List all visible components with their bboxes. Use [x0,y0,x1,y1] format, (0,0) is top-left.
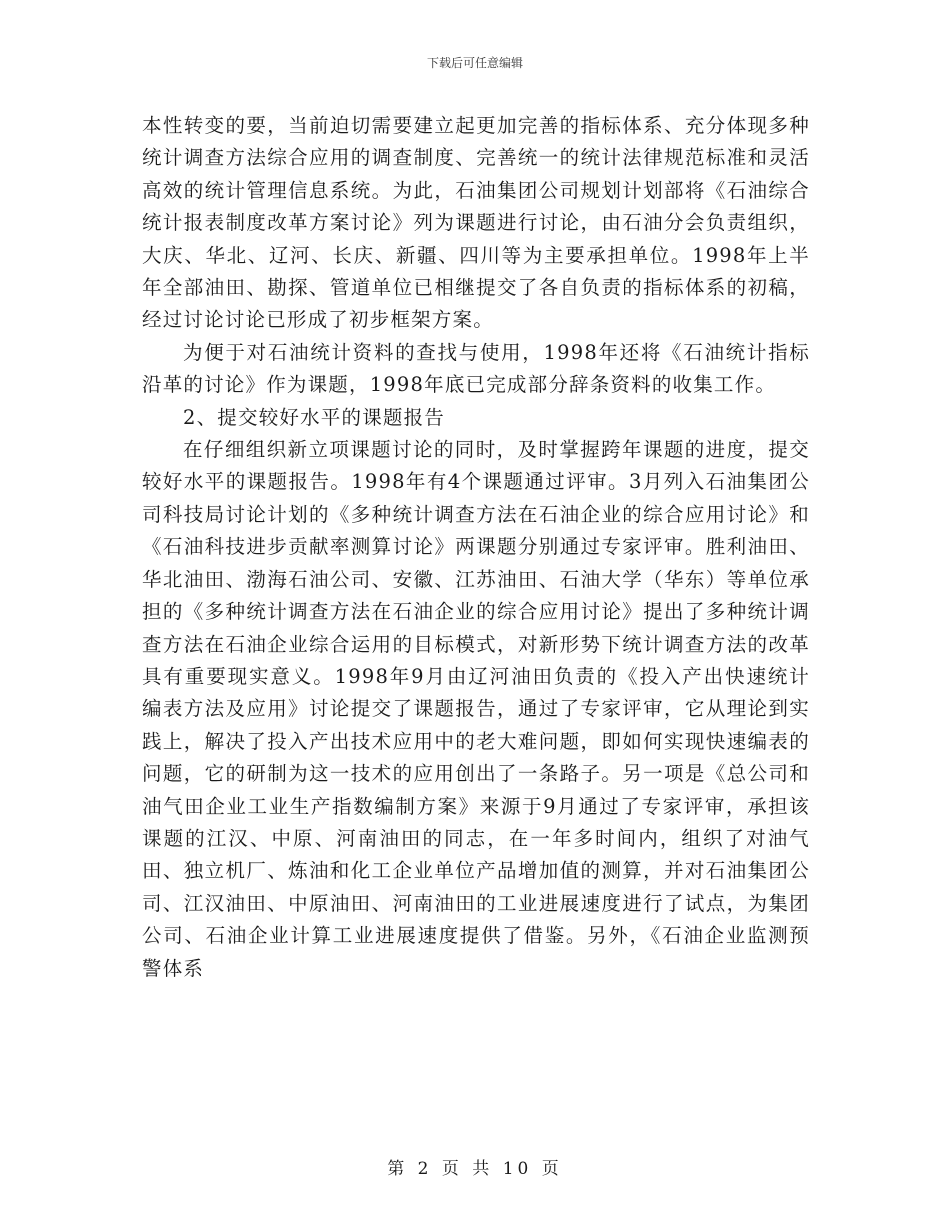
section-heading: 2、提交较好水平的课题报告 [183,405,446,429]
paragraph-research-reports: 在仔细组织新立项课题讨论的同时，及时掌握跨年课题的进度，提交较好水平的课题报告。1998年有4个课题通过评审。3月列入石油集团公司科技局讨论计划的《多种统计调查方法在石油企业的综合应用讨论》和《石油科技进步贡献率测算讨论》两课题分别通过专家评审。胜利油田、华北油田、渤海石油公司、安徽、江苏油田、石油大学（华东）等单位承担的《多种统计调查方法在石油企业的综合应用讨论》提出了多种统计调查方法在石油企业综合运用的目标模式，对新形势下统计调查方法的改革具有重要现实意义。1998年9月由辽河油田负责的《投入产出快速统计编表方法及应用》讨论提交了课题报告，通过了专家评审，它从理论到实践上，解决了投入产出技术应用中的老大难问题，即如何实现快速编表的问题，它的研制为这一技术的应用创出了一条路子。另一项是《总公司和油气田企业工业生产指数编制方案》来源于9月通过了专家评审，承担该课题的江汉、中原、河南油田的同志，在一年多时间内，组织了对油气田、独立机厂、炼油和化工企业单位产品增加值的测算，并对石油集团公司、江汉油田、中原油田、河南油田的工业进展速度进行了试点，为集团公司、石油企业计算工业进展速度提供了借鉴。另外，《石油企业监测预警体系 [142,438,810,980]
paragraph-continued: 本性转变的要，当前迫切需要建立起更加完善的指标体系、充分体现多种统计调查方法综合应用的调查制度、完善统一的统计法律规范标准和灵活高效的统计管理信息系统。为此，石油集团公司规划计划部将《石油综合统计报表制度改革方案讨论》列为课题进行讨论，由石油分会负责组织，大庆、华北、辽河、长庆、新疆、四川等为主要承担单位。1998年上半年全部油田、勘探、管道单位已相继提交了各自负责的指标体系的初稿，经过讨论讨论已形成了初步框架方案。 [142,114,810,332]
page-number: 第 2 页 共 10 页 [387,1159,563,1179]
paragraph-statistics-history: 为便于对石油统计资料的查找与使用，1998年还将《石油统计指标沿革的讨论》作为课题，1998年底已完成部分辞条资料的收集工作。 [142,340,810,397]
page-header: 下载后可任意编辑 [426,56,523,70]
document-body [142,110,810,985]
